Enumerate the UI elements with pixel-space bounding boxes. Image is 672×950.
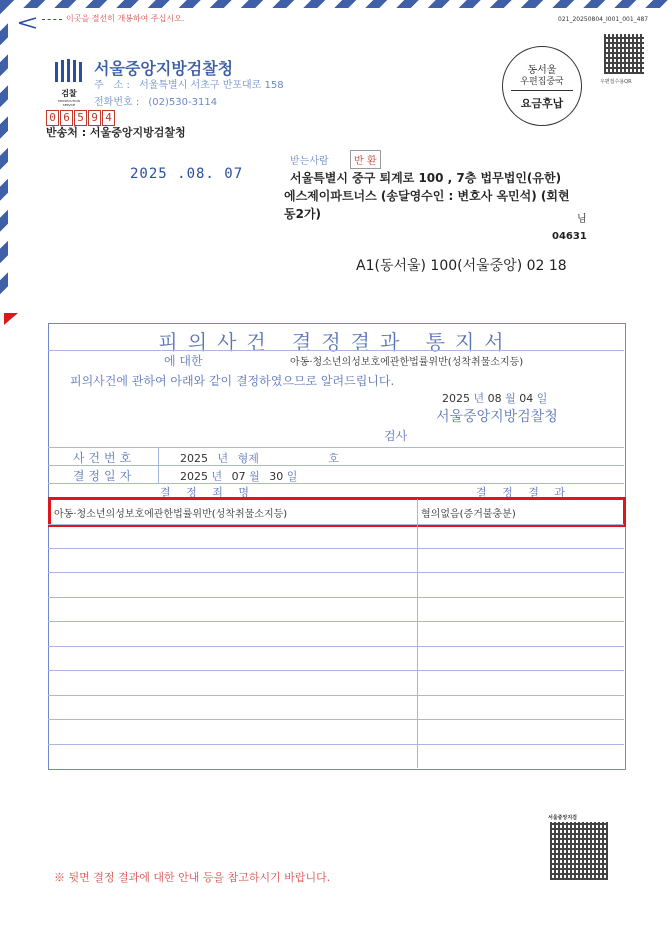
zip-digit: 9	[88, 110, 101, 126]
address-value: 서울특별시 서초구 반포대로 158	[139, 80, 284, 91]
intro-text: 피의사건에 관하여 아래와 같이 결정하였으므로 알려드립니다.	[70, 374, 395, 388]
return-address: 반송처 : 서울중앙지방검찰청	[46, 126, 186, 139]
recipient-address-line1: 서울특별시 중구 퇴계로 100 , 7층 법무법인(유한)	[290, 171, 562, 185]
postal-qr-code	[604, 34, 644, 74]
zip-digit: 4	[102, 110, 115, 126]
sender-org: 서울중앙지방검찰청	[94, 59, 234, 78]
qr-caption: 우편접수용QR	[600, 79, 632, 85]
envelope-stripe-border	[0, 0, 672, 300]
recipient-address-line3: 동2가)	[284, 207, 322, 221]
logo-text: 검찰	[61, 89, 77, 98]
zip-digit: 5	[74, 110, 87, 126]
sorting-code: A1(동서울) 100(서울중앙) 02 18	[356, 258, 567, 274]
decision-date: 2025 년 07 월 30 일	[180, 470, 298, 483]
address-label: 주 소 :	[94, 80, 130, 91]
decision-date-label: 결정일자	[72, 469, 136, 483]
postmark-line3: 요금후납	[520, 97, 564, 110]
footer-qr-label: 서울중앙지검	[548, 815, 577, 821]
recipient-address-line2: 에스제이파트너스 (송달영수인 : 변호사 옥민석) (회현	[284, 189, 570, 203]
sender-address	[94, 76, 284, 91]
zip-code-boxes	[46, 106, 116, 126]
charge-header: 결 정 죄 명	[160, 486, 255, 499]
result-header: 결 정 결 과	[476, 486, 571, 499]
footer-note: ※ 뒷면 결정 결과에 대한 안내 등을 참고하시기 바랍니다.	[54, 871, 331, 884]
result-value: 혐의없음(증거불충분)	[421, 509, 516, 520]
highlight-box	[48, 497, 626, 527]
corner-mark	[4, 313, 18, 325]
return-stamp: 반 환	[350, 150, 381, 169]
prosecutor-label: 검사	[384, 429, 408, 443]
postmark-line1: 동서울	[527, 65, 557, 76]
postmark-line2: 우편집중국	[520, 77, 564, 87]
scissors-icon	[18, 14, 40, 26]
logo-subtext: PROSECUTION SERVICE	[58, 99, 80, 107]
phone-value: (02)530-3114	[148, 97, 218, 108]
zip-digit: 6	[60, 110, 73, 126]
phone-label: 전화번호 :	[94, 97, 140, 108]
recipient-zip: 04631	[552, 231, 587, 242]
cut-line	[42, 19, 62, 20]
charge-value: 아동·청소년의성보호에관한법률위반(성착취물소지등)	[54, 509, 288, 520]
notice-date: 2025 년 08 월 04 일	[442, 392, 548, 405]
form-title: 피의사건 결정결과 통지서	[158, 330, 514, 354]
send-date: 2025 .08. 07	[130, 166, 244, 182]
regarding-label: 에 대한	[164, 354, 203, 368]
recipient-suffix: 님	[577, 214, 587, 225]
footer-qr-code	[550, 822, 608, 880]
zip-digit: 0	[46, 110, 59, 126]
recipient-label: 받는사람	[290, 156, 329, 167]
case-number-label: 사건번호	[72, 451, 136, 465]
office-name: 서울중앙지방검찰청	[436, 409, 558, 425]
prosecution-logo	[52, 58, 86, 107]
tear-notice: 이곳을 절선히 개봉하여 주십시오.	[66, 14, 185, 23]
case-number: 2025 년 형제 호	[180, 452, 340, 465]
doc-code: 021_20250804_I001_001_487	[558, 16, 649, 23]
postmark-stamp	[502, 46, 582, 126]
regarding-value: 아동·청소년의성보호에관한법률위반(성착취물소지등)	[290, 357, 524, 368]
